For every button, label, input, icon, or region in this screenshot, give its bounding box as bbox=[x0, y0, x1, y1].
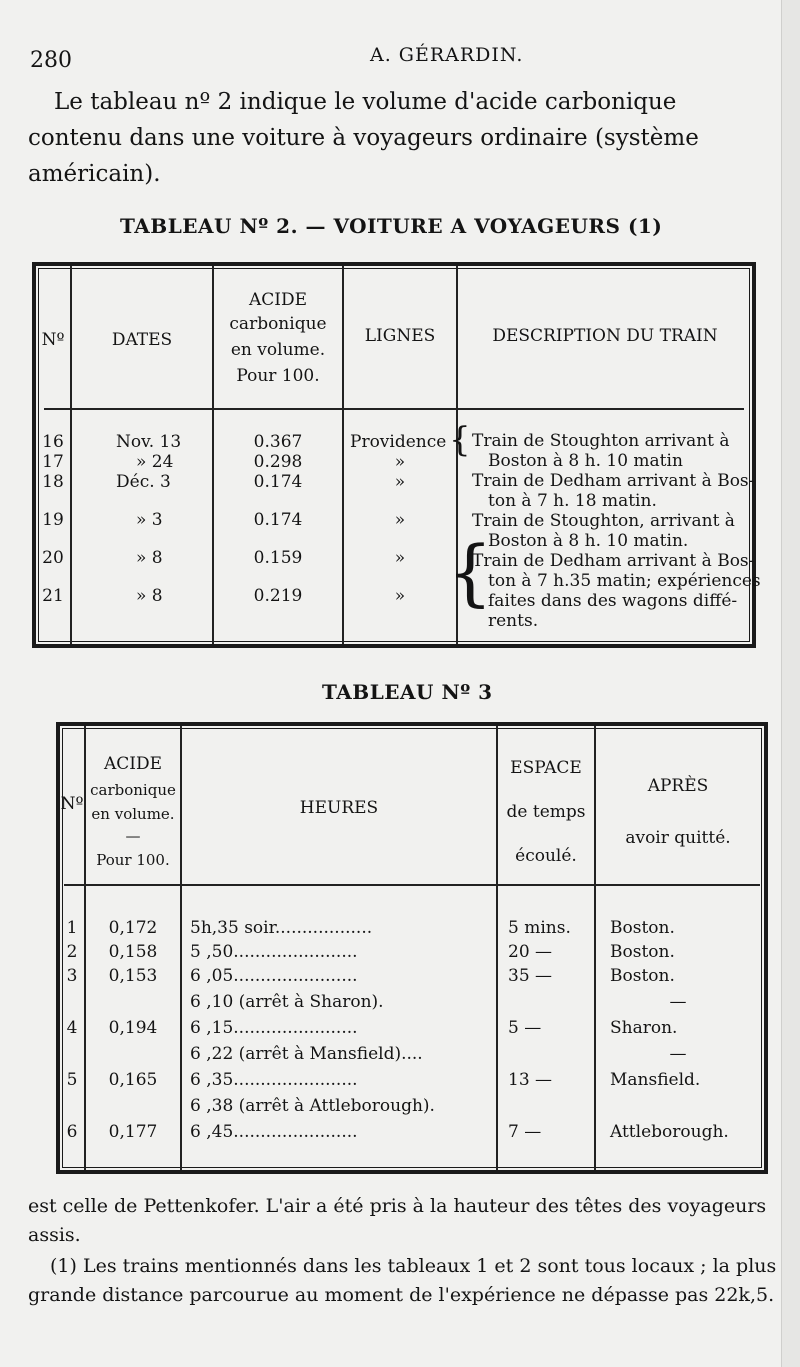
table3-row-heure: 5 ,50....................... bbox=[190, 942, 358, 962]
table2-row-date: » 3 bbox=[136, 510, 163, 530]
table3-row-acide: 0,153 bbox=[108, 966, 158, 986]
table2-header-acide: ACIDE bbox=[248, 290, 308, 310]
table3-row-apres: Boston. bbox=[610, 918, 675, 938]
table3-row-apres: Mansfield. bbox=[610, 1070, 701, 1090]
table2-row-acide: 0.159 bbox=[253, 548, 303, 568]
table2-row-ligne: » bbox=[394, 586, 406, 606]
table2-desc-line: Boston à 8 h. 10 matin. bbox=[488, 531, 689, 551]
table3-header-heures: HEURES bbox=[299, 798, 379, 818]
table2-header-lignes: LIGNES bbox=[364, 326, 436, 346]
table3-header-rule bbox=[64, 884, 760, 886]
table3-row-heure: 6 ,22 (arrêt à Mansfield).... bbox=[190, 1044, 423, 1064]
table3-row-no: 1 bbox=[66, 918, 78, 938]
table3-row-apres: Boston. bbox=[610, 942, 675, 962]
table3-row-heure: 6 ,35....................... bbox=[190, 1070, 358, 1090]
table3-row-no: 5 bbox=[66, 1070, 78, 1090]
table2-row-ligne: » bbox=[394, 548, 406, 568]
table3-row-apres: Sharon. bbox=[610, 1018, 678, 1038]
table2-desc-line: Train de Dedham arrivant à Bos- bbox=[472, 471, 755, 491]
table2-row-no: 17 bbox=[42, 452, 64, 472]
table2-row-no: 16 bbox=[42, 432, 64, 452]
table3-row-espace: 13 — bbox=[508, 1070, 553, 1090]
table3-header-acide-line4: Pour 100. bbox=[96, 851, 170, 869]
table2-row-date: Nov. 13 bbox=[116, 432, 182, 452]
table3-row-no: 2 bbox=[66, 942, 78, 962]
table3-row-espace: 5 — bbox=[508, 1018, 542, 1038]
table2-desc-line: faites dans des wagons diffé- bbox=[488, 591, 738, 611]
table2-row-acide: 0.298 bbox=[253, 452, 303, 472]
table2-header-description: DESCRIPTION DU TRAIN bbox=[492, 326, 718, 346]
table3-row-heure: 5h,35 soir.................. bbox=[190, 918, 373, 938]
table3-row-heure: 6 ,38 (arrêt à Attleborough). bbox=[190, 1096, 435, 1116]
table2-row-no: 19 bbox=[42, 510, 64, 530]
running-title: A. GÉRARDIN. bbox=[370, 44, 524, 66]
brace-mark: { bbox=[447, 530, 493, 614]
table2-header-acide-line3: en volume. bbox=[230, 340, 326, 360]
table3-header-espace-line2: de temps bbox=[506, 802, 586, 822]
table3-row-heure: 6 ,45....................... bbox=[190, 1122, 358, 1142]
table2-desc-line: ton à 7 h.35 matin; expériences bbox=[488, 571, 761, 591]
table2-row-ligne: » bbox=[394, 472, 406, 492]
footnote: (1) Les trains mentionnés dans les tableaux 1 et 2 sont tous locaux ; la plus grande distance parcourue au moment de l'expérience ne dépasse pas 22k,5. bbox=[28, 1255, 777, 1306]
table2-row-ligne: » bbox=[394, 452, 406, 472]
table3-header-no: Nº bbox=[60, 794, 84, 814]
table2-header-no: Nº bbox=[41, 330, 65, 350]
table3-row-acide: 0,165 bbox=[108, 1070, 158, 1090]
table3-header-espace: ESPACE bbox=[510, 758, 582, 778]
page-edge bbox=[781, 0, 800, 1367]
table2-row-date: » 24 bbox=[136, 452, 174, 472]
table2-caption: TABLEAU Nº 2. — VOITURE A VOYAGEURS (1) bbox=[120, 214, 663, 238]
table2-row-date: Déc. 3 bbox=[116, 472, 171, 492]
table3-row-apres: — bbox=[669, 1044, 687, 1064]
table2-desc-line: ton à 7 h. 18 matin. bbox=[488, 491, 657, 511]
table3-row-espace: 7 — bbox=[508, 1122, 542, 1142]
table3-header-apres-line2: avoir quitté. bbox=[625, 828, 731, 848]
table2-row-date: » 8 bbox=[136, 548, 163, 568]
table3-row-espace: 35 — bbox=[508, 966, 553, 986]
table2-header-acide-line2: carbonique bbox=[229, 314, 327, 334]
page-header bbox=[30, 44, 770, 74]
table2-header-rule bbox=[44, 408, 744, 410]
table3-col-divider bbox=[496, 726, 498, 1170]
table3-row-heure: 6 ,15....................... bbox=[190, 1018, 358, 1038]
table2-row-ligne: » bbox=[394, 510, 406, 530]
table2-row-acide: 0.367 bbox=[253, 432, 303, 452]
table2-header-dates: DATES bbox=[111, 330, 173, 350]
table3-frame bbox=[56, 722, 768, 1174]
table3-caption: TABLEAU Nº 3 bbox=[322, 680, 493, 704]
table3-row-espace: 5 mins. bbox=[508, 918, 571, 938]
table2-desc-line: Train de Stoughton, arrivant à bbox=[472, 511, 735, 531]
table3-row-apres: — bbox=[669, 992, 687, 1012]
table3-row-no: 3 bbox=[66, 966, 78, 986]
table2-row-date: » 8 bbox=[136, 586, 163, 606]
table3-row-acide: 0,194 bbox=[108, 1018, 158, 1038]
table2-row-no: 18 bbox=[42, 472, 64, 492]
brace-mark: { bbox=[449, 420, 471, 460]
table2-row-ligne: Providence bbox=[350, 432, 447, 452]
table3-row-acide: 0,172 bbox=[108, 918, 158, 938]
table2-header-acide-line4: Pour 100. bbox=[236, 366, 320, 386]
table3-col-divider bbox=[180, 726, 182, 1170]
page-number: 280 bbox=[30, 48, 72, 73]
table2-frame bbox=[32, 262, 761, 648]
table3-header-acide-line2: carbonique bbox=[90, 781, 176, 799]
table2-desc-line: Boston à 8 h. 10 matin bbox=[488, 451, 683, 471]
table2-desc-line: Train de Dedham arrivant à Bos- bbox=[472, 551, 755, 571]
table2-row-no: 21 bbox=[42, 586, 64, 606]
table2-row-acide: 0.174 bbox=[253, 472, 303, 492]
closing-paragraph: est celle de Pettenkofer. L'air a été pris à la hauteur des têtes des voyageurs assis. bbox=[28, 1195, 767, 1246]
table2-col-divider bbox=[70, 266, 72, 644]
table3-header-acide: ACIDE bbox=[103, 754, 163, 774]
table3-header-espace-line3: écoulé. bbox=[515, 846, 577, 866]
table3-row-heure: 6 ,10 (arrêt à Sharon). bbox=[190, 992, 384, 1012]
table3-row-heure: 6 ,05....................... bbox=[190, 966, 358, 986]
table2-row-acide: 0.219 bbox=[253, 586, 303, 606]
table3-row-no: 4 bbox=[66, 1018, 78, 1038]
table3-row-acide: 0,158 bbox=[108, 942, 158, 962]
table2-row-no: 20 bbox=[42, 548, 64, 568]
table2-row-acide: 0.174 bbox=[253, 510, 303, 530]
table2-desc-line: Train de Stoughton arrivant à bbox=[472, 431, 730, 451]
table3-header-apres: APRÈS bbox=[647, 776, 709, 796]
table3-header-acide-line3: en volume. bbox=[91, 805, 175, 823]
table3-row-apres: Attleborough. bbox=[610, 1122, 729, 1142]
table3-row-apres: Boston. bbox=[610, 966, 675, 986]
intro-paragraph: Le tableau nº 2 indique le volume d'acide carbonique contenu dans une voiture à voyageurs ordinaire (système américain). bbox=[28, 89, 699, 187]
table3-row-no: 6 bbox=[66, 1122, 78, 1142]
table3-row-espace: 20 — bbox=[508, 942, 553, 962]
table3-header-acide-dash: — bbox=[125, 827, 141, 845]
table2-desc-line: rents. bbox=[488, 611, 539, 631]
table3-row-acide: 0,177 bbox=[108, 1122, 158, 1142]
